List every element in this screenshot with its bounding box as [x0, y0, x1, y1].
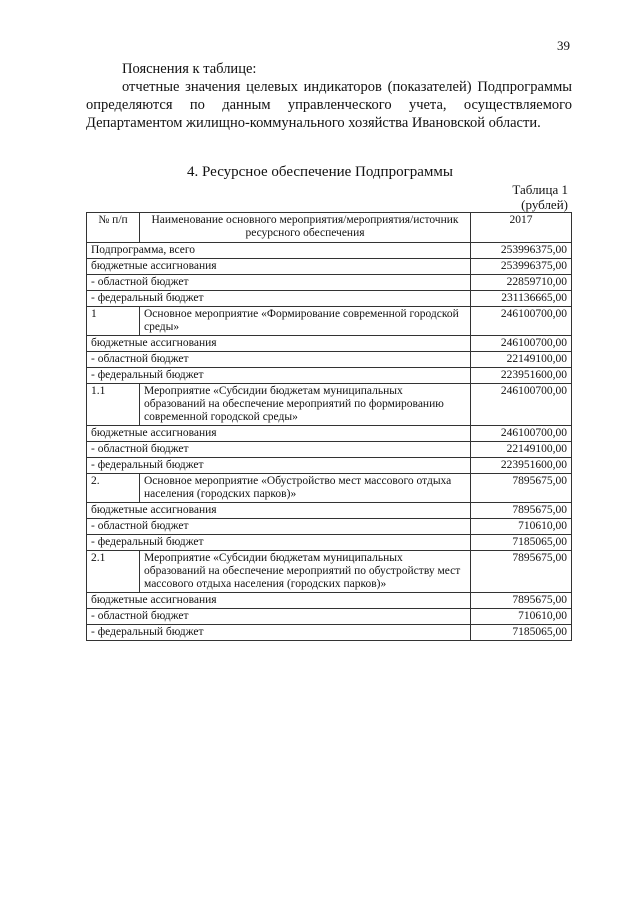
table-row — [87, 519, 572, 535]
row-value: 253996375,00 — [471, 243, 572, 259]
table-row — [87, 426, 572, 442]
notes-paragraph: отчетные значения целевых индикаторов (показателей) Подпрограммы определяются по данным управленческого учета, осуществляемого Департаментом жилищно-коммунального хозяйства Ивановской области. — [86, 79, 572, 131]
header-name: Наименование основного мероприятия/мероприятия/источник ресурсного обеспечения — [140, 213, 471, 243]
row-value: 7185065,00 — [471, 535, 572, 551]
row-value: 7185065,00 — [471, 625, 572, 641]
row-label: бюджетные ассигнования — [87, 593, 471, 609]
row-value: 246100700,00 — [471, 384, 572, 426]
table-row — [87, 352, 572, 368]
resource-table — [86, 212, 572, 641]
row-value: 7895675,00 — [471, 593, 572, 609]
table-row — [87, 503, 572, 519]
row-label: бюджетные ассигнования — [87, 426, 471, 442]
table-row — [87, 551, 572, 593]
row-label: - федеральный бюджет — [87, 535, 471, 551]
table-row — [87, 458, 572, 474]
row-label: бюджетные ассигнования — [87, 503, 471, 519]
table-caption-label: Таблица 1 — [512, 182, 568, 197]
row-number: 1.1 — [87, 384, 140, 426]
page-number: 39 — [557, 38, 570, 53]
row-label: Основное мероприятие «Формирование современной городской среды» — [140, 307, 471, 336]
table-row — [87, 535, 572, 551]
table-notes — [86, 60, 572, 132]
header-num: № п/п — [87, 213, 140, 243]
row-label: - федеральный бюджет — [87, 625, 471, 641]
table-body — [87, 243, 572, 641]
table-row — [87, 442, 572, 458]
table-row — [87, 307, 572, 336]
row-value: 246100700,00 — [471, 336, 572, 352]
row-value: 22859710,00 — [471, 275, 572, 291]
row-value: 710610,00 — [471, 519, 572, 535]
header-year: 2017 — [471, 213, 572, 243]
row-label: Мероприятие «Субсидии бюджетам муниципальных образований на обеспечение мероприятий по формированию современной городской среды» — [140, 384, 471, 426]
table-header-row — [87, 213, 572, 243]
table-row — [87, 291, 572, 307]
row-label: - областной бюджет — [87, 519, 471, 535]
row-label: - федеральный бюджет — [87, 291, 471, 307]
table-row — [87, 593, 572, 609]
row-value: 231136665,00 — [471, 291, 572, 307]
table-row — [87, 625, 572, 641]
table-row — [87, 368, 572, 384]
row-label: Мероприятие «Субсидии бюджетам муниципальных образований на обеспечение мероприятий по обустройству мест массового отдыха населения (городских парков)» — [140, 551, 471, 593]
row-value: 246100700,00 — [471, 307, 572, 336]
row-number: 2.1 — [87, 551, 140, 593]
table-row — [87, 259, 572, 275]
table-row — [87, 275, 572, 291]
table-row — [87, 609, 572, 625]
row-value: 7895675,00 — [471, 474, 572, 503]
row-value: 22149100,00 — [471, 352, 572, 368]
table-row — [87, 243, 572, 259]
row-value: 7895675,00 — [471, 551, 572, 593]
row-number: 2. — [87, 474, 140, 503]
row-label: - областной бюджет — [87, 609, 471, 625]
table-row — [87, 474, 572, 503]
notes-title: Пояснения к таблице: — [122, 61, 257, 77]
row-label: - областной бюджет — [87, 442, 471, 458]
row-label: бюджетные ассигнования — [87, 336, 471, 352]
row-label: - федеральный бюджет — [87, 368, 471, 384]
row-value: 223951600,00 — [471, 458, 572, 474]
row-label: - областной бюджет — [87, 352, 471, 368]
row-label: Основное мероприятие «Обустройство мест массового отдыха населения (городских парков)» — [140, 474, 471, 503]
table-row — [87, 384, 572, 426]
row-value: 22149100,00 — [471, 442, 572, 458]
row-label: бюджетные ассигнования — [87, 259, 471, 275]
section-title: 4. Ресурсное обеспечение Подпрограммы — [187, 164, 453, 180]
table-caption — [512, 182, 568, 212]
row-value: 710610,00 — [471, 609, 572, 625]
row-value: 246100700,00 — [471, 426, 572, 442]
row-number: 1 — [87, 307, 140, 336]
row-value: 253996375,00 — [471, 259, 572, 275]
row-label: - областной бюджет — [87, 275, 471, 291]
table-caption-unit: (рублей) — [521, 197, 568, 212]
row-value: 223951600,00 — [471, 368, 572, 384]
row-label: Подпрограмма, всего — [87, 243, 471, 259]
row-value: 7895675,00 — [471, 503, 572, 519]
row-label: - федеральный бюджет — [87, 458, 471, 474]
table-row — [87, 336, 572, 352]
